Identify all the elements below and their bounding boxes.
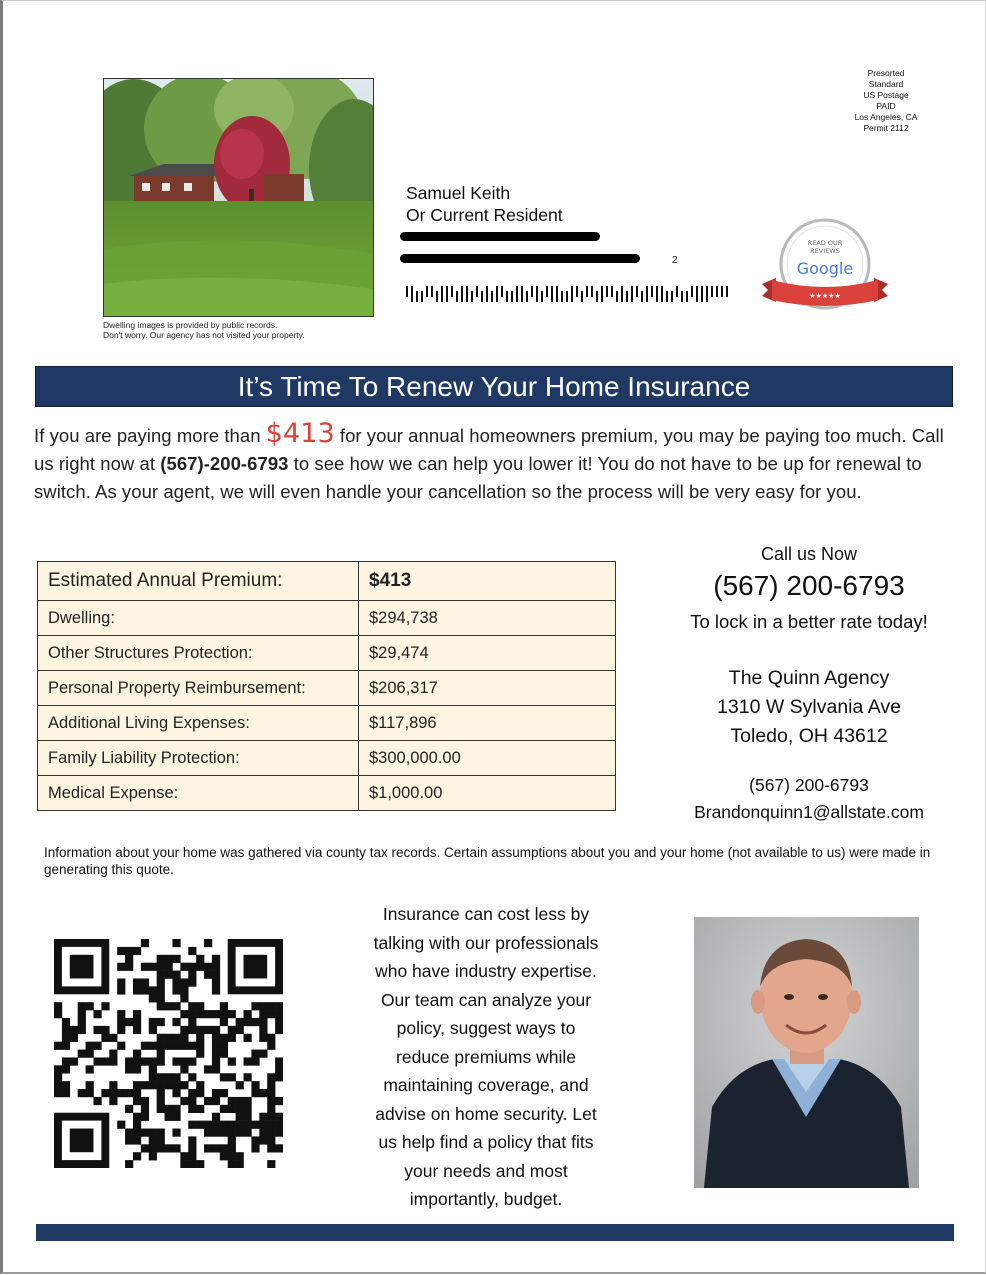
table-cell-label: Estimated Annual Premium: bbox=[38, 562, 359, 601]
agent-photo bbox=[694, 917, 919, 1188]
postage-line: Los Angeles, CA bbox=[854, 112, 918, 122]
pitch-line: advise on home security. Let bbox=[375, 1103, 597, 1124]
table-row bbox=[38, 706, 616, 741]
call-now-label: Call us Now bbox=[760, 544, 858, 564]
postage-line: Permit 2112 bbox=[863, 123, 909, 133]
intro-price: $413 bbox=[265, 418, 335, 449]
big-phone-number[interactable]: (567) 200-6793 bbox=[713, 570, 905, 601]
badge-top-text: READ OUR bbox=[807, 239, 843, 247]
redacted-city bbox=[400, 254, 640, 263]
table-cell-value: $300,000.00 bbox=[359, 741, 616, 776]
table-row bbox=[38, 601, 616, 636]
pitch-text bbox=[352, 900, 620, 1214]
intro-phone: (567)-200-6793 bbox=[160, 453, 289, 474]
table-row bbox=[38, 671, 616, 706]
photo-caption-line: Dwelling images is provided by public records. bbox=[103, 320, 278, 330]
table-row bbox=[38, 562, 616, 601]
intro-text: for your annual homeowners premium, you may be paying too much. Call us right now at bbox=[34, 425, 944, 474]
table-cell-label: Dwelling: bbox=[38, 601, 359, 636]
table-row bbox=[38, 636, 616, 671]
table-cell-label: Family Liability Protection: bbox=[38, 741, 359, 776]
postage-line: PAID bbox=[876, 101, 896, 111]
pitch-line: Our team can analyze your bbox=[380, 989, 592, 1010]
table-cell-value: $1,000.00 bbox=[359, 776, 616, 811]
headline-band bbox=[35, 366, 953, 407]
postage-line: Standard bbox=[868, 79, 904, 89]
agency-phone[interactable]: (567) 200-6793 bbox=[749, 775, 869, 795]
postage-line: Presorted bbox=[867, 68, 905, 78]
badge-top-text2: REVIEWS bbox=[810, 247, 840, 255]
table-cell-label: Additional Living Expenses: bbox=[38, 706, 359, 741]
recipient-name: Samuel Keith bbox=[406, 183, 511, 203]
pitch-line: your needs and most bbox=[404, 1160, 568, 1181]
pitch-line: reduce premiums while bbox=[396, 1046, 576, 1067]
table-cell-label: Other Structures Protection: bbox=[38, 636, 359, 671]
headline: It’s Time To Renew Your Home Insurance bbox=[237, 371, 751, 402]
footer-band bbox=[36, 1224, 954, 1241]
photo-caption bbox=[103, 320, 305, 340]
pitch-line: Insurance can cost less by bbox=[382, 904, 590, 924]
pitch-line: importantly, budget. bbox=[409, 1189, 563, 1209]
table-cell-value: $413 bbox=[359, 562, 616, 601]
pitch-line: maintaining coverage, and bbox=[383, 1075, 589, 1095]
house-photo bbox=[103, 78, 374, 317]
recipient-line2: Or Current Resident bbox=[406, 205, 563, 225]
pitch-line: policy, suggest ways to bbox=[396, 1018, 576, 1038]
google-reviews-badge bbox=[762, 218, 888, 314]
agency-email[interactable]: Brandonquinn1@allstate.com bbox=[694, 802, 924, 822]
badge-stars: ★★★★★ bbox=[809, 292, 841, 300]
agency-street: 1310 W Sylvania Ave bbox=[717, 696, 901, 718]
pitch-line: talking with our professionals bbox=[373, 932, 599, 953]
intro-text: to see how we can help you lower it! You do not have to be up for renewal to switch. As your agent, we will even handle your cancellation so the process will be very easy for you. bbox=[34, 453, 922, 502]
postage-line: US Postage bbox=[863, 90, 909, 100]
lock-in-text: To lock in a better rate today! bbox=[690, 611, 928, 632]
address-index-mark: 2 bbox=[672, 255, 678, 266]
table-cell-value: $29,474 bbox=[359, 636, 616, 671]
table-cell-value: $117,896 bbox=[359, 706, 616, 741]
table-row bbox=[38, 776, 616, 811]
table-row bbox=[38, 741, 616, 776]
quote-table bbox=[37, 561, 616, 811]
qr-code[interactable] bbox=[54, 939, 283, 1168]
agency-address bbox=[664, 664, 954, 751]
postal-barcode bbox=[406, 284, 734, 304]
redacted-street bbox=[400, 232, 600, 241]
pitch-line: us help find a policy that fits bbox=[378, 1132, 594, 1152]
table-cell-value: $206,317 bbox=[359, 671, 616, 706]
intro-text: If you are paying more than bbox=[34, 425, 266, 446]
agency-contact bbox=[664, 772, 954, 826]
disclaimer: Information about your home was gathered via county tax records. Certain assumptions about you and your home (not available to us) were made in generating this quote. bbox=[44, 845, 931, 877]
agency-name: The Quinn Agency bbox=[728, 667, 890, 689]
table-cell-label: Medical Expense: bbox=[38, 776, 359, 811]
intro-paragraph bbox=[34, 420, 954, 506]
table-cell-label: Personal Property Reimbursement: bbox=[38, 671, 359, 706]
postage-indicia bbox=[838, 68, 934, 134]
badge-brand: Google bbox=[796, 259, 854, 278]
table-cell-value: $294,738 bbox=[359, 601, 616, 636]
pitch-line: who have industry expertise. bbox=[375, 961, 597, 981]
agency-city: Toledo, OH 43612 bbox=[730, 725, 888, 747]
photo-caption-line: Don't worry. Our agency has not visited your property. bbox=[103, 330, 305, 340]
